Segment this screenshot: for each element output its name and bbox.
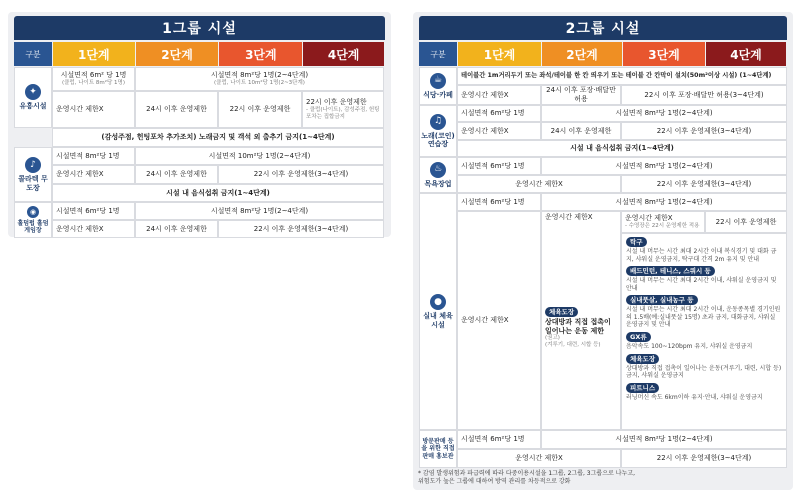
group2-panel [413,12,793,490]
microphone-icon: ♫ [430,114,446,130]
ent-row1-s24 [135,67,384,91]
sales-row1-s24: 시설면적 8m²당 1명(2~4단계) [541,430,787,449]
category-sports [419,193,457,430]
dancer-icon: ♪ [25,157,41,173]
rule-tag-gx: GX류 [626,332,651,342]
category-label: 노래(코인) 연습장 [421,131,455,148]
sales-row1-s1: 시설면적 6m²당 1명 [457,430,541,449]
ent-row2-s2: 24시 이후 운영제한 [135,91,218,128]
sports-row1-s24: 시설면적 8m²당 1명(2~4단계) [541,193,787,211]
category-label: 홀덤펍 홀덤게임장 [17,219,49,234]
hol-row2-s1: 운영시간 제한X [52,220,135,238]
bath-row1-s24: 시설면적 8m²당 1명(2~4단계) [541,157,787,175]
group2-title: 2그룹 시설 [419,16,787,40]
col-row1-s24: 시설면적 10m²당 1명(2~4단계) [135,147,384,165]
cafe-row2-s1: 운영시간 제한X [457,85,541,105]
cafe-wide-row: 테이블간 1m거리두기 또는 좌석/테이블 한 칸 띄우기 또는 테이블 간 칸막이 설치(50m²이상 시설) (1~4단계) [457,67,787,85]
bath-row1-s1: 시설면적 6m²당 1명 [457,157,541,175]
kar-wide-row: 시설 내 음식섭취 금지(1~4단계) [457,140,787,157]
category-label: 식당·카페 [423,90,453,99]
ent-wide-row: (감성주점, 헌팅포차 추가조치) 노래금지 및 객석 외 춤추기 금지(1~4단계) [52,128,384,147]
rule-text: 시설 내 머무는 시간 최대 2시간 이내, 운동종목별 경기인원의 1.5배(예:실내풋살 15명) 초과 금지, 대화금지, 샤워실 운영금지 및 안내 [626,306,781,329]
category-sales [419,430,457,468]
kar-row2-s2: 24시 이후 운영제한 [541,122,621,140]
category-label: 실내 체육시설 [423,312,453,329]
cafe-row2-s34: 22시 이후 포장·배달만 허용(3~4단계) [621,85,787,105]
footnote [418,470,635,486]
category-label: 콜라텍 무도장 [18,175,48,192]
disco-ball-icon: ✦ [25,84,41,100]
header-stage2: 2단계 [136,42,219,66]
rule-text: 음악속도 100~120bpm 유지, 샤워실 운영금지 [626,343,753,350]
sports-s1-limit: 운영시간 제한X [457,211,541,430]
ent-row2-s4 [302,91,384,128]
bath-row2-s12: 운영시간 제한X [457,175,621,193]
bath-row2-s34: 22시 이후 운영제한(3~4단계) [621,175,787,193]
header-gubun: 구분 [419,42,457,66]
col-wide-row: 시설 내 음식섭취 금지(1~4단계) [52,184,384,202]
cell-text: 22시 이후 운영제한 [306,98,367,107]
hol-row2-s34: 22시 이후 운영제한(3~4단계) [218,220,384,238]
cell-note: - 수영장은 22시 운영제한 적용 [625,222,700,229]
sports-s2-limit: 운영시간 제한X [545,213,593,221]
footnote-line1: * 감염 발생위험과 파급력에 따라 다중이용시설을 1그룹, 2그룹, 3그룹으로 나누고, [418,470,636,477]
header-stage4: 4단계 [706,42,786,66]
sports-rules [621,233,787,430]
kar-row2-s34: 22시 이후 운영제한(3~4단계) [621,122,787,140]
coffee-cup-icon: ☕ [430,73,446,89]
kar-row1-s1: 시설면적 6m²당 1명 [457,105,541,122]
category-label: 방문판매 등을 위한 직접판매 홍보관 [421,438,455,460]
cell-text: 운영시간 제한X [625,214,673,223]
cell-text: 시설면적 8m²당 1명(2~4단계) [210,71,309,80]
category-karaoke [419,105,457,157]
ping-pong-icon: ● [430,294,446,310]
kar-row2-s1: 운영시간 제한X [457,122,541,140]
col-row2-s1: 운영시간 제한X [52,165,135,184]
group1-panel [8,12,391,237]
rule-text: 러닝머신 속도 6km이하 유지·안내, 샤워실 운영금지 [626,393,763,401]
header-stage3: 3단계 [623,42,705,66]
cell-text: 시설면적 6m² 당 1명 [60,71,127,80]
category-holdem [14,202,52,238]
rule-tag-fitness: 피트니스 [626,383,659,393]
ent-row2-s1: 운영시간 제한X [52,91,135,128]
sports-s2-tag: 체육도장 [545,307,578,317]
sports-s2-text2: (권고) [545,335,560,342]
sales-row2-s34: 22시 이후 운영제한(3~4단계) [621,449,787,468]
group1-title: 1그룹 시설 [14,16,385,40]
header-stage1: 1단계 [458,42,541,66]
header-stage4: 4단계 [303,42,384,66]
sports-s3-limit [621,211,705,233]
rule-tag-futsal: 실내풋살, 실내농구 등 [626,295,698,305]
cell-note: (클럽, 나이트 8m²당 1명) [61,79,126,86]
sports-s2-note: (겨루기, 대련, 시합 등) [545,342,601,349]
rule-text: 시설 내 머무는 시간 최대 2시간 이내, 샤워실 운영금지 및 안내 [626,277,777,292]
sports-s2 [541,211,621,430]
rule-text: 시설 내 머무는 시간 최대 2시간 이내 복식경기 및 대화 금지, 샤워실 운영금지, 탁구대 간격 2m 유지 및 안내 [626,248,777,263]
ent-row2-s3: 22시 이후 운영제한 [218,91,302,128]
group2-header-row [419,42,787,66]
category-label: 목욕장업 [424,179,452,188]
cell-note: (클럽, 나이트 10m²당 1명(2~3단계) [214,79,305,86]
sports-s4-limit: 22시 이후 운영제한 [705,211,787,233]
bath-icon: ♨ [430,162,446,178]
col-row2-s2: 24시 이후 운영제한 [135,165,218,184]
category-bath [419,157,457,193]
group1-header-row [14,42,385,66]
rule-tag-badminton: 배드민턴, 테니스, 스쿼시 등 [626,266,715,276]
poker-chip-icon: ◉ [27,206,39,218]
hol-row1-s1: 시설면적 6m²당 1명 [52,202,135,220]
header-stage2: 2단계 [542,42,622,66]
cafe-row2-s2: 24시 이후 포장·배달만 허용 [541,85,621,105]
header-gubun: 구분 [14,42,52,66]
ent-row1-s1 [52,67,135,91]
hol-row2-s2: 24시 이후 운영제한 [135,220,218,238]
header-stage3: 3단계 [219,42,302,66]
cell-note: - 클럽(나이트), 감성주점, 헌팅포차는 집합금지 [306,107,380,120]
hol-row1-s24: 시설면적 8m²당 1명(2~4단계) [135,202,384,220]
rule-tag-table-tennis: 탁구 [626,237,647,247]
col-row1-s1: 시설면적 8m²당 1명 [52,147,135,165]
rule-text: 상대방과 직접 접촉이 일어나는 운동(겨루기, 대련, 시합 등) 금지, 샤워실 운영금지 [626,364,782,380]
sports-s2-text: 상대방과 직접 접촉이 일어나는 운동 제한 [545,317,611,335]
category-entertainment [14,67,52,128]
category-cafe [419,67,457,105]
col-row2-s34: 22시 이후 운영제한(3~4단계) [218,165,384,184]
rule-tag-dojang: 체육도장 [626,354,659,364]
footnote-line2: 위험도가 높은 그룹에 대하여 방역 관리를 차등적으로 강화 [418,477,571,485]
category-label: 유흥시설 [19,102,47,111]
kar-row1-s24: 시설면적 8m²당 1명(2~4단계) [541,105,787,122]
sports-row1-s1: 시설면적 6m²당 1명 [457,193,541,211]
sales-row2-s12: 운영시간 제한X [457,449,621,468]
header-stage1: 1단계 [53,42,135,66]
category-collatech [14,147,52,202]
